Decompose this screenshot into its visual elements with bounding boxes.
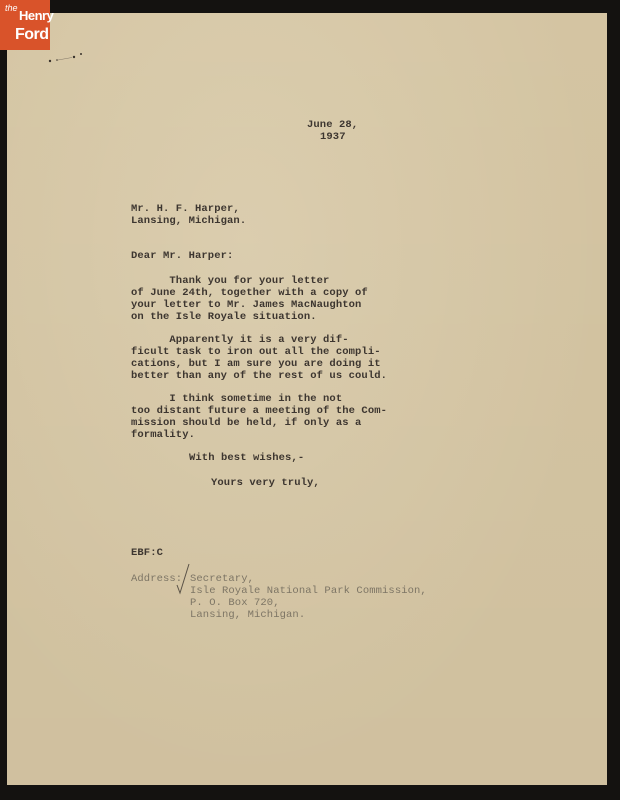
- date-line-1: June 28,: [307, 119, 359, 131]
- paragraph-line: your letter to Mr. James MacNaughton: [131, 299, 362, 311]
- paragraph-line: of June 24th, together with a copy of: [131, 287, 368, 299]
- typist-initials: EBF:C: [131, 547, 164, 559]
- logo-the: the: [5, 3, 18, 13]
- paragraph-line: Apparently it is a very dif-: [131, 334, 349, 346]
- paragraph-line: better than any of the rest of us could.: [131, 370, 388, 382]
- paragraph-line: formality.: [131, 429, 196, 441]
- paragraph-line: too distant future a meeting of the Com-: [131, 405, 388, 417]
- address-line: Lansing, Michigan.: [190, 609, 306, 621]
- checkmark-icon: [176, 563, 190, 595]
- closing-signoff: Yours very truly,: [211, 477, 320, 489]
- paragraph-line: cations, but I am sure you are doing it: [131, 358, 381, 370]
- closing-wishes: With best wishes,-: [189, 452, 305, 464]
- recipient-city: Lansing, Michigan.: [131, 215, 247, 227]
- address-line: Secretary,: [190, 573, 255, 585]
- ink-specks-icon: [48, 52, 88, 64]
- paragraph-line: I think sometime in the not: [131, 393, 343, 405]
- recipient-name: Mr. H. F. Harper,: [131, 203, 240, 215]
- salutation: Dear Mr. Harper:: [131, 250, 234, 262]
- address-line: P. O. Box 720,: [190, 597, 280, 609]
- paragraph-line: on the Isle Royale situation.: [131, 311, 317, 323]
- paragraph-line: Thank you for your letter: [131, 275, 330, 287]
- henry-ford-logo: [0, 0, 54, 50]
- date-line-2: 1937: [320, 131, 346, 143]
- logo-henry: Henry: [19, 8, 54, 23]
- logo-ford: Ford: [15, 26, 49, 43]
- address-label: Address:: [131, 573, 183, 585]
- address-line: Isle Royale National Park Commission,: [190, 585, 427, 597]
- paragraph-line: mission should be held, if only as a: [131, 417, 362, 429]
- paragraph-line: ficult task to iron out all the compli-: [131, 346, 381, 358]
